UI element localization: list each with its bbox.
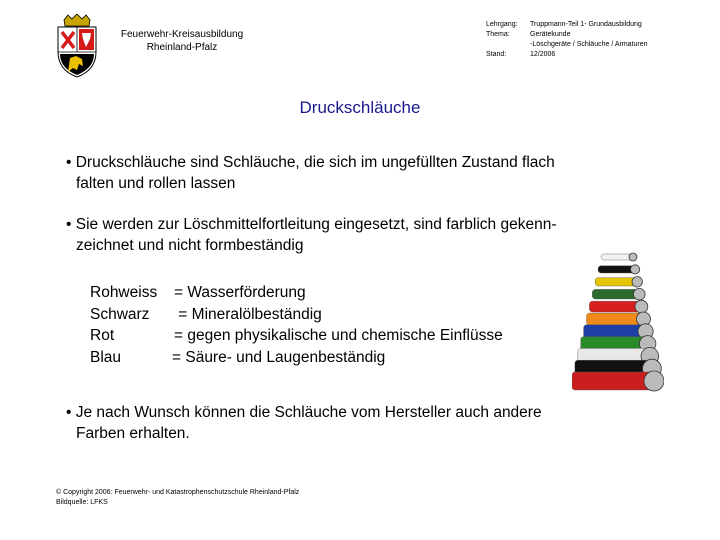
meta-row-lehrgang — [486, 20, 648, 30]
meta-key: Stand: — [486, 51, 507, 58]
image-source-text: Bildquelle: LFKS — [56, 499, 108, 506]
bullet-text-continued: zeichnet und nicht formbeständig — [76, 237, 304, 254]
course-meta — [486, 20, 648, 60]
color-code-row — [90, 325, 503, 347]
footer — [56, 488, 299, 508]
organization-name — [112, 28, 252, 54]
hose-color-code-list — [90, 282, 503, 368]
bullet-text: • Druckschläuche sind Schläuche, die sich im ungefüllten Zustand flach — [66, 154, 555, 171]
hose-coupling — [634, 288, 646, 300]
meta-value: Gerätekunde — [530, 31, 571, 38]
bullet-item — [66, 402, 542, 444]
slide-title: Druckschläuche — [299, 98, 421, 117]
org-line-2: Rheinland-Pfalz — [146, 42, 218, 53]
color-meaning: = Mineralölbeständig — [174, 305, 322, 323]
bullet-item — [66, 152, 555, 194]
bullet-text: • Sie werden zur Löschmittelfortleitung eingesetzt, sind farblich gekenn- — [66, 216, 557, 233]
org-line-1: Feuerwehr-Kreisausbildung — [120, 29, 244, 40]
color-code-row — [90, 304, 503, 326]
bullet-text-continued: Farben erhalten. — [76, 425, 190, 442]
meta-row-stand — [486, 50, 648, 60]
hose-coupling — [644, 371, 664, 391]
bullet-text: • Je nach Wunsch können die Schläuche vom Hersteller auch andere — [66, 404, 542, 421]
color-meaning: = Säure- und Laugenbeständig — [172, 348, 386, 366]
color-meaning: = gegen physikalische und chemische Einflüsse — [174, 327, 503, 344]
color-code-row — [90, 347, 503, 369]
meta-value: 12/2006 — [530, 51, 556, 58]
hose-coupling — [631, 265, 640, 274]
hose-coupling — [635, 300, 648, 313]
meta-key: Thema: — [486, 31, 510, 38]
hose-coupling — [632, 277, 642, 287]
color-meaning: = Wasserförderung — [174, 284, 306, 301]
color-name: Rot — [90, 327, 115, 344]
meta-value: -Löschgeräte / Schläuche / Armaturen — [530, 41, 648, 48]
meta-row-thema — [486, 30, 648, 40]
color-name: Rohweiss — [90, 284, 158, 301]
color-name: Blau — [90, 348, 122, 366]
bullet-text-continued: falten und rollen lassen — [76, 175, 236, 192]
meta-key: Lehrgang: — [486, 21, 518, 28]
color-name: Schwarz — [90, 305, 150, 323]
hose-stack-image — [572, 246, 664, 396]
bullet-item — [66, 214, 557, 256]
color-code-row — [90, 282, 503, 304]
rlp-coat-of-arms-logo — [52, 14, 102, 78]
meta-key — [486, 40, 530, 50]
hose-roll — [572, 372, 656, 390]
hose-coupling — [629, 253, 637, 261]
meta-row-thema-cont — [486, 40, 648, 50]
copyright-text: © Copyright 2006: Feuerwehr- und Katastrophenschutzschule Rheinland-Pfalz — [56, 489, 300, 496]
meta-value: Truppmann-Teil 1- Grundausbildung — [530, 21, 642, 28]
